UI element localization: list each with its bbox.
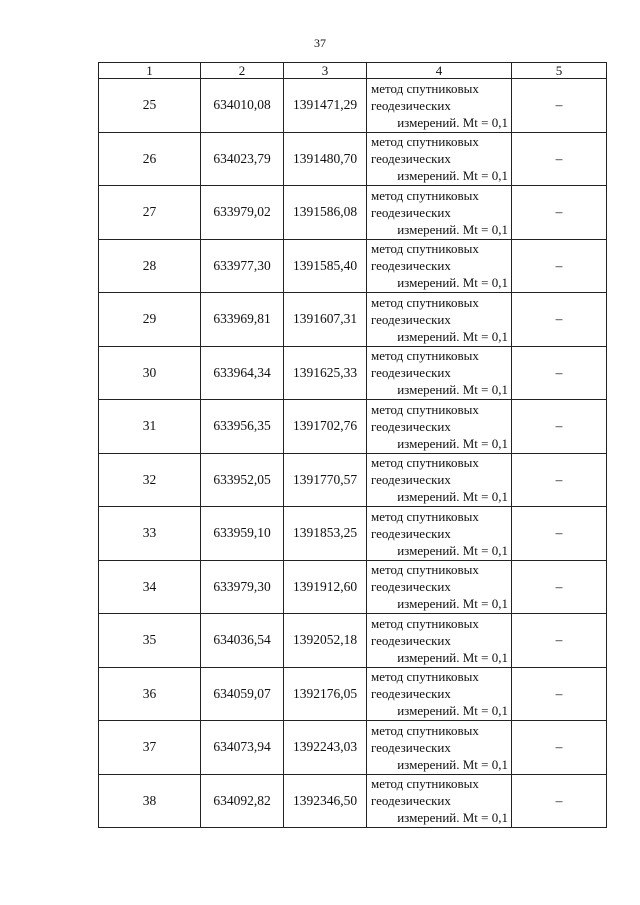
point-number-cell: 27: [99, 186, 201, 240]
method-text-line: геодезических: [371, 579, 451, 595]
method-text-line: метод спутниковых: [371, 348, 479, 364]
method-text-line: измерений. Mt = 0,1: [397, 703, 508, 719]
x-coordinate-cell: 633952,05: [201, 453, 284, 507]
x-coordinate-cell: 634059,07: [201, 667, 284, 721]
x-coordinate-cell: 633964,34: [201, 346, 284, 400]
y-coordinate-cell: 1391480,70: [284, 132, 367, 186]
note-cell: –: [512, 293, 607, 347]
y-coordinate-cell: 1391770,57: [284, 453, 367, 507]
method-text-line: метод спутниковых: [371, 455, 479, 471]
method-text-line: геодезических: [371, 525, 451, 541]
method-text-line: метод спутниковых: [371, 241, 479, 257]
method-cell: [367, 186, 512, 240]
y-coordinate-cell: 1391585,40: [284, 239, 367, 293]
table-row: [99, 721, 607, 775]
method-cell: [367, 614, 512, 668]
note-cell: –: [512, 400, 607, 454]
table-body: [99, 79, 607, 828]
method-text-line: геодезических: [371, 739, 451, 755]
table-row: [99, 507, 607, 561]
point-number-cell: 35: [99, 614, 201, 668]
table-row: [99, 400, 607, 454]
note-cell: –: [512, 560, 607, 614]
method-text-line: геодезических: [371, 686, 451, 702]
y-coordinate-cell: 1391625,33: [284, 346, 367, 400]
point-number-cell: 38: [99, 774, 201, 828]
method-text-line: метод спутниковых: [371, 508, 479, 524]
y-coordinate-cell: 1391912,60: [284, 560, 367, 614]
header-cell-4: 4: [367, 63, 512, 79]
method-text-line: геодезических: [371, 793, 451, 809]
point-number-cell: 37: [99, 721, 201, 775]
method-text-line: измерений. Mt = 0,1: [397, 168, 508, 184]
method-cell: [367, 293, 512, 347]
y-coordinate-cell: 1392243,03: [284, 721, 367, 775]
method-text-line: измерений. Mt = 0,1: [397, 810, 508, 826]
note-cell: –: [512, 132, 607, 186]
note-cell: –: [512, 667, 607, 721]
method-text-line: геодезических: [371, 151, 451, 167]
method-text-line: измерений. Mt = 0,1: [397, 114, 508, 130]
method-text-line: метод спутниковых: [371, 80, 479, 96]
x-coordinate-cell: 633959,10: [201, 507, 284, 561]
table-row: [99, 774, 607, 828]
table-row: [99, 239, 607, 293]
method-text-line: измерений. Mt = 0,1: [397, 382, 508, 398]
table-row: [99, 453, 607, 507]
method-cell: [367, 239, 512, 293]
table-row: [99, 346, 607, 400]
y-coordinate-cell: 1392176,05: [284, 667, 367, 721]
method-text-line: геодезических: [371, 472, 451, 488]
header-row: [99, 63, 607, 79]
method-text-line: метод спутниковых: [371, 401, 479, 417]
table-row: [99, 79, 607, 133]
method-text-line: измерений. Mt = 0,1: [397, 489, 508, 505]
method-text-line: метод спутниковых: [371, 187, 479, 203]
x-coordinate-cell: 633977,30: [201, 239, 284, 293]
method-text-line: геодезических: [371, 365, 451, 381]
method-cell: [367, 453, 512, 507]
header-cell-5: 5: [512, 63, 607, 79]
method-text-line: измерений. Mt = 0,1: [397, 649, 508, 665]
point-number-cell: 25: [99, 79, 201, 133]
method-cell: [367, 774, 512, 828]
point-number-cell: 31: [99, 400, 201, 454]
method-cell: [367, 400, 512, 454]
note-cell: –: [512, 239, 607, 293]
note-cell: –: [512, 507, 607, 561]
x-coordinate-cell: 634073,94: [201, 721, 284, 775]
method-text-line: метод спутниковых: [371, 615, 479, 631]
note-cell: –: [512, 186, 607, 240]
point-number-cell: 28: [99, 239, 201, 293]
header-cell-1: 1: [99, 63, 201, 79]
method-text-line: геодезических: [371, 204, 451, 220]
method-text-line: метод спутниковых: [371, 669, 479, 685]
method-cell: [367, 560, 512, 614]
method-text-line: измерений. Mt = 0,1: [397, 542, 508, 558]
table-row: [99, 186, 607, 240]
method-text-line: геодезических: [371, 311, 451, 327]
method-text-line: геодезических: [371, 97, 451, 113]
point-number-cell: 26: [99, 132, 201, 186]
method-text-line: метод спутниковых: [371, 722, 479, 738]
x-coordinate-cell: 634010,08: [201, 79, 284, 133]
method-text-line: метод спутниковых: [371, 562, 479, 578]
x-coordinate-cell: 633956,35: [201, 400, 284, 454]
point-number-cell: 30: [99, 346, 201, 400]
header-cell-3: 3: [284, 63, 367, 79]
method-text-line: измерений. Mt = 0,1: [397, 756, 508, 772]
method-text-line: измерений. Mt = 0,1: [397, 275, 508, 291]
y-coordinate-cell: 1391607,31: [284, 293, 367, 347]
x-coordinate-cell: 634023,79: [201, 132, 284, 186]
y-coordinate-cell: 1392346,50: [284, 774, 367, 828]
note-cell: –: [512, 614, 607, 668]
y-coordinate-cell: 1391853,25: [284, 507, 367, 561]
table-row: [99, 560, 607, 614]
method-text-line: измерений. Mt = 0,1: [397, 435, 508, 451]
note-cell: –: [512, 79, 607, 133]
point-number-cell: 34: [99, 560, 201, 614]
header-cell-2: 2: [201, 63, 284, 79]
table-row: [99, 132, 607, 186]
method-cell: [367, 79, 512, 133]
note-cell: –: [512, 721, 607, 775]
method-text-line: измерений. Mt = 0,1: [397, 596, 508, 612]
table-row: [99, 667, 607, 721]
x-coordinate-cell: 633979,30: [201, 560, 284, 614]
note-cell: –: [512, 453, 607, 507]
method-cell: [367, 507, 512, 561]
method-cell: [367, 346, 512, 400]
note-cell: –: [512, 774, 607, 828]
point-number-cell: 33: [99, 507, 201, 561]
x-coordinate-cell: 633969,81: [201, 293, 284, 347]
y-coordinate-cell: 1391586,08: [284, 186, 367, 240]
method-text-line: геодезических: [371, 258, 451, 274]
method-cell: [367, 132, 512, 186]
method-text-line: измерений. Mt = 0,1: [397, 328, 508, 344]
method-text-line: метод спутниковых: [371, 134, 479, 150]
method-cell: [367, 721, 512, 775]
y-coordinate-cell: 1391702,76: [284, 400, 367, 454]
method-text-line: геодезических: [371, 632, 451, 648]
method-text-line: метод спутниковых: [371, 294, 479, 310]
note-cell: –: [512, 346, 607, 400]
coordinates-table: [98, 62, 607, 828]
point-number-cell: 29: [99, 293, 201, 347]
method-text-line: геодезических: [371, 418, 451, 434]
x-coordinate-cell: 633979,02: [201, 186, 284, 240]
y-coordinate-cell: 1391471,29: [284, 79, 367, 133]
page-number: 37: [314, 36, 326, 50]
x-coordinate-cell: 634092,82: [201, 774, 284, 828]
table-row: [99, 293, 607, 347]
x-coordinate-cell: 634036,54: [201, 614, 284, 668]
method-cell: [367, 667, 512, 721]
table-row: [99, 614, 607, 668]
method-text-line: измерений. Mt = 0,1: [397, 221, 508, 237]
point-number-cell: 36: [99, 667, 201, 721]
point-number-cell: 32: [99, 453, 201, 507]
y-coordinate-cell: 1392052,18: [284, 614, 367, 668]
method-text-line: метод спутниковых: [371, 776, 479, 792]
